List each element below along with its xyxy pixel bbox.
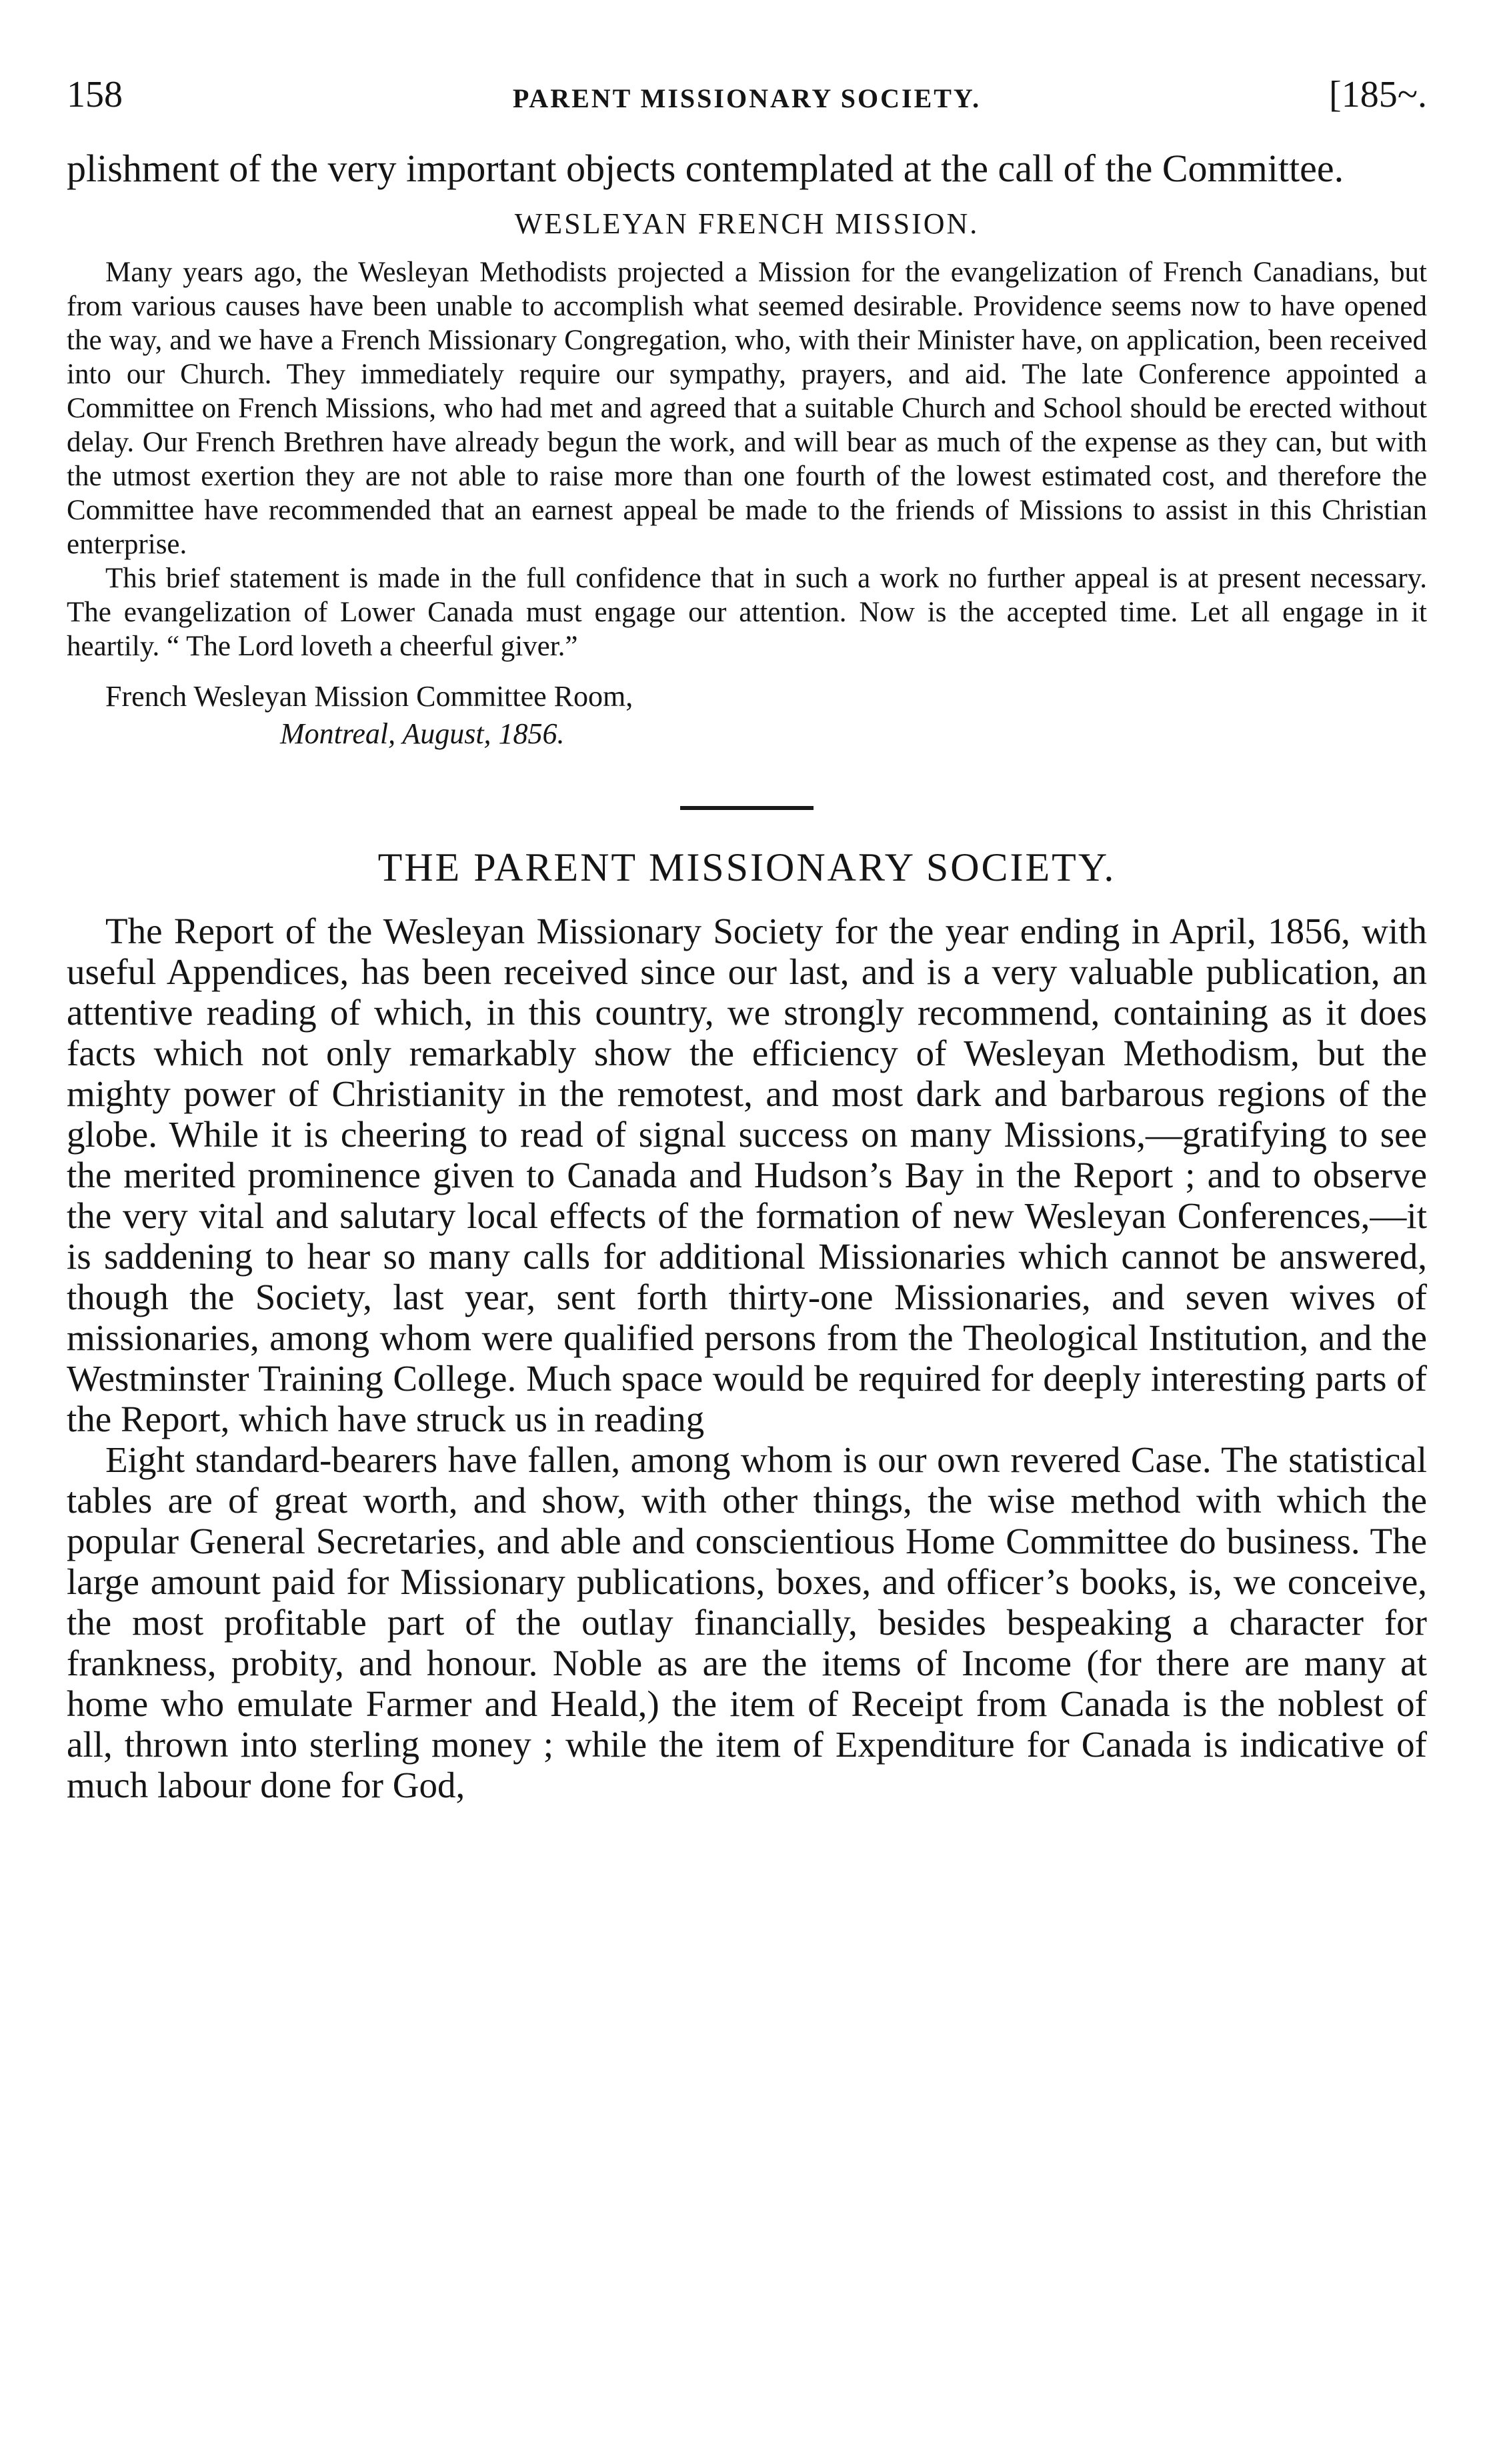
parent-society-heading: THE PARENT MISSIONARY SOCIETY. (377, 845, 1116, 889)
book-page (67, 73, 1427, 1805)
french-mission-paragraph-2: This brief statement is made in the full confidence that in such a work no further appeal is at present necessary. The evangelization of Lower Canada must engage our attention. Now is the accepted time. Let all engage in it heartily. “ The Lord loveth a cheerful giver.” (67, 563, 1427, 662)
running-header (67, 73, 1427, 147)
french-mission-paragraph-1: Many years ago, the Wesleyan Methodists projected a Mission for the evangelization of French Canadians, but from various causes have been unable to accomplish what seemed desirable. Providence seems now to have opened the way, and we have a French Missionary Congregation, who, with their Minister have, on application, been received into our Church. They immediately require our sympathy, prayers, and aid. The late Conference appointed a Committee on French Missions, who had met and agreed that a suitable Church and School should be erected without delay. Our French Brethren have already begun the work, and will bear as much of the expense as they can, but with the utmost exertion they are not able to raise more than one fourth of the lowest estimated cost, and therefore the Committee have recommended that an earnest appeal be made to the friends of Missions to assist in this Christian enterprise. (67, 257, 1427, 560)
french-mission-heading: WESLEYAN FRENCH MISSION. (514, 207, 980, 240)
signature-block (67, 678, 1427, 753)
parent-society-section (67, 911, 1427, 1805)
parent-society-paragraph-2: Eight standard-bearers have fallen, among whom is our own revered Case. The statistical tables are of great worth, and show, with other things, the wise method with which the popular General Secretaries, and able and conscientious Home Committee do business. The large amount paid for Missionary publications, boxes, and officer’s books, is, we conceive, the most profitable part of the outlay financially, besides bespeaking a character for frankness, probity, and honour. Noble as are the items of Income (for there are many at home who emulate Farmer and Heald,) the item of Receipt from Canada is the noblest of all, thrown into sterling money ; while the item of Expenditure for Canada is indicative of much labour done for God, (67, 1439, 1427, 1805)
signature-date: Montreal, August, 1856. (280, 717, 565, 750)
page-number: 158 (67, 74, 123, 115)
french-mission-section (67, 255, 1427, 753)
signature-place: French Wesleyan Mission Committee Room, (105, 680, 633, 713)
continued-paragraph: plishment of the very important objects contemplated at the call of the Committee. (67, 147, 1344, 190)
section-divider (680, 806, 814, 810)
running-title: PARENT MISSIONARY SOCIETY. (512, 83, 982, 113)
running-year: [185~. (1329, 74, 1427, 115)
parent-society-paragraph-1: The Report of the Wesleyan Missionary Society for the year ending in April, 1856, with useful Appendices, has been received since our last, and is a very valuable publication, an attentive reading of which, in this country, we strongly recommend, containing as it does facts which not only remarkably show the efficiency of Wesleyan Methodism, but the mighty power of Christianity in the remotest, and most dark and barbarous regions of the globe. While it is cheering to read of signal success on many Missions,—gratifying to see the merited prominence given to Canada and Hudson’s Bay in the Report ; and to observe the very vital and salutary local effects of the formation of new Wesleyan Conferences,—it is saddening to hear so many calls for additional Missionaries which cannot be answered, though the Society, last year, sent forth thirty-one Missionaries, and seven wives of missionaries, among whom were qualified persons from the Theological Institution, and the Westminster Training College. Much space would be required for deeply interesting parts of the Report, which have struck us in reading (67, 911, 1427, 1439)
